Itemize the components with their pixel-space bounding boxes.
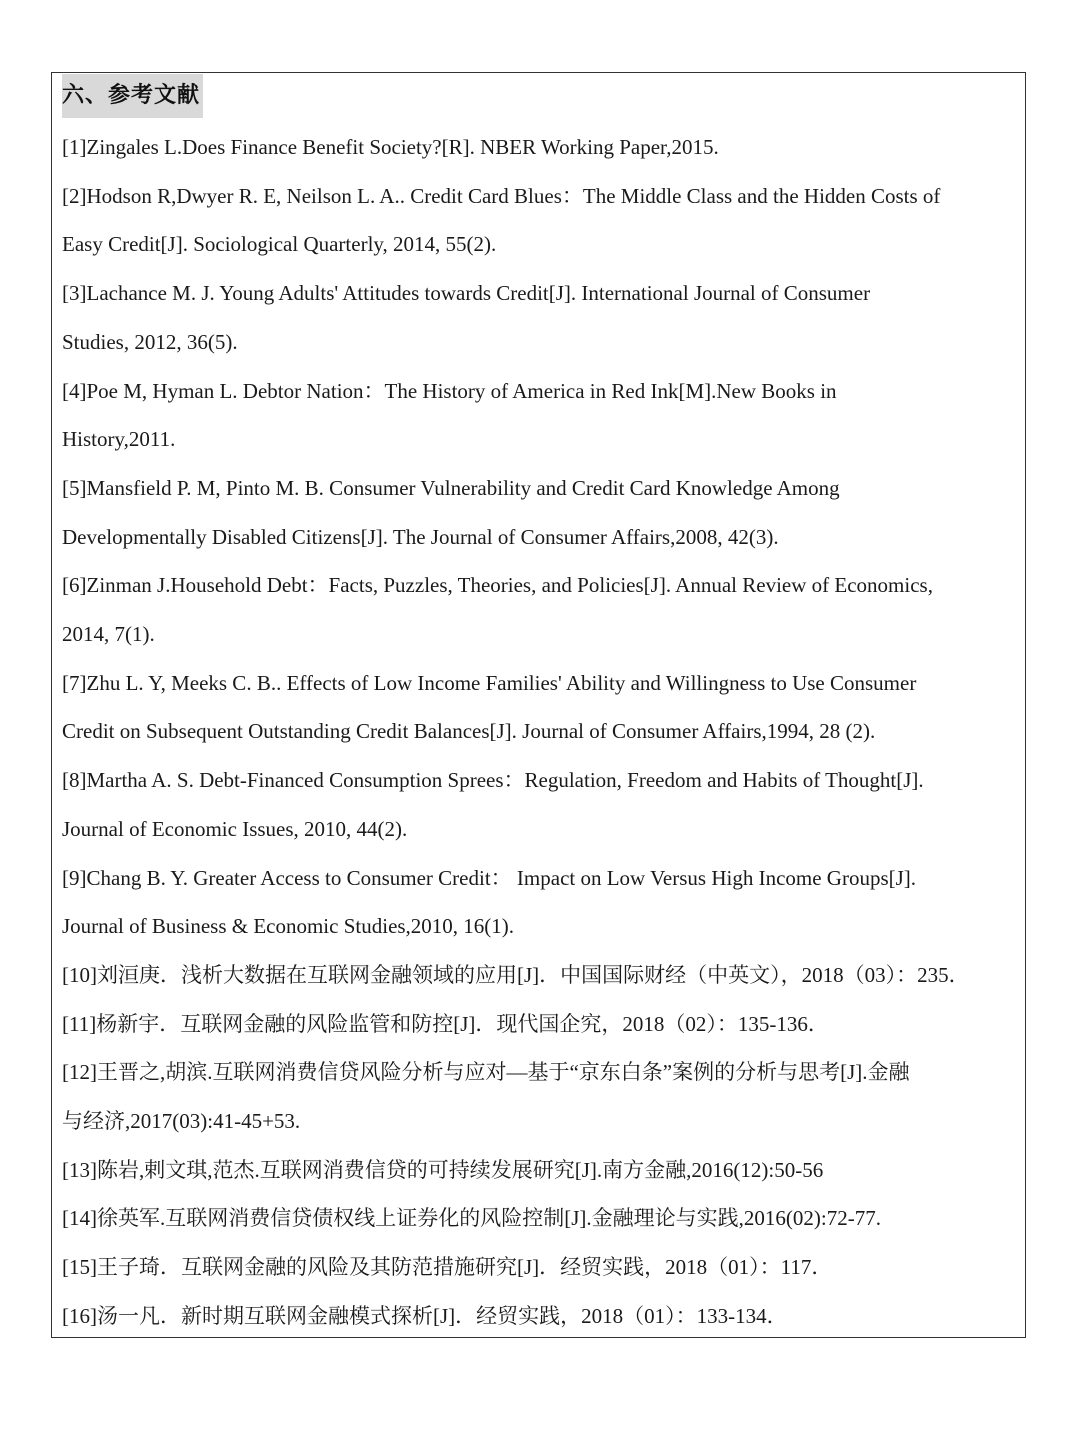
reference-line: Journal of Economic Issues, 2010, 44(2).: [62, 816, 408, 841]
reference-line: 2014, 7(1).: [62, 622, 155, 647]
reference-line: [4]Poe M, Hyman L. Debtor Nation：The History of America in Red Ink[M].New Books in: [62, 378, 837, 403]
reference-line: Easy Credit[J]. Sociological Quarterly, 2014, 55(2).: [62, 232, 497, 257]
reference-item: [62, 1243, 1022, 1292]
reference-list: [62, 123, 1022, 1341]
reference-line: Developmentally Disabled Citizens[J]. The Journal of Consumer Affairs,2008, 42(3).: [62, 524, 779, 549]
reference-line: [5]Mansfield P. M, Pinto M. B. Consumer Vulnerability and Credit Card Knowledge Among: [62, 475, 840, 500]
reference-item: [62, 172, 1022, 269]
reference-item: [62, 269, 1022, 366]
reference-line: [11]杨新宇．互联网金融的风险监管和防控[J]．现代国企究，2018（02）：135-136．: [62, 1011, 829, 1036]
reference-line: [1]Zingales L.Does Finance Benefit Society?[R]. NBER Working Paper,2015.: [62, 135, 719, 159]
reference-line: [6]Zinman J.Household Debt：Facts, Puzzles, Theories, and Policies[J]. Annual Review of Economics,: [62, 573, 933, 598]
reference-line: [8]Martha A. S. Debt-Financed Consumption Sprees：Regulation, Freedom and Habits of Thought[J].: [62, 768, 924, 793]
reference-line: [13]陈岩,剌文琪,范杰.互联网消费信贷的可持续发展研究[J].南方金融,2016(12):50-56: [62, 1157, 824, 1182]
reference-line: Studies, 2012, 36(5).: [62, 329, 238, 354]
reference-line: [15]王子琦．互联网金融的风险及其防范措施研究[J]．经贸实践，2018（01）：117．: [62, 1255, 833, 1280]
reference-item: [62, 659, 1022, 756]
reference-line: Journal of Business & Economic Studies,2010, 16(1).: [62, 914, 515, 939]
reference-item: [62, 561, 1022, 658]
reference-item: [62, 854, 1022, 951]
reference-item: [62, 1292, 1022, 1341]
reference-item: [62, 1146, 1022, 1195]
reference-item: [62, 756, 1022, 853]
reference-line: [3]Lachance M. J. Young Adults' Attitudes towards Credit[J]. International Journal of Consumer: [62, 281, 871, 306]
reference-item: [62, 951, 1022, 1000]
reference-line: History,2011.: [62, 427, 176, 452]
reference-line: 与经济,2017(03):41-45+53.: [62, 1109, 301, 1134]
reference-item: [62, 1194, 1022, 1243]
reference-item: [62, 1000, 1022, 1049]
reference-item: [62, 464, 1022, 561]
reference-line: [14]徐英军.互联网消费信贷债权线上证券化的风险控制[J].金融理论与实践,2016(02):72-77.: [62, 1206, 881, 1231]
reference-line: [10]刘洹庚．浅析大数据在互联网金融领域的应用[J]．中国国际财经（中英文），2018（03）：235．: [62, 962, 970, 987]
reference-line: [16]汤一凡．新时期互联网金融模式探析[J]．经贸实践，2018（01）：133-134．: [62, 1303, 788, 1328]
reference-item: [62, 1048, 1022, 1145]
reference-line: Credit on Subsequent Outstanding Credit Balances[J]. Journal of Consumer Affairs,1994, 28 (2).: [62, 719, 876, 744]
reference-line: [7]Zhu L. Y, Meeks C. B.. Effects of Low Income Families' Ability and Willingness to Use Consumer: [62, 670, 917, 695]
reference-line: [2]Hodson R,Dwyer R. E, Neilson L. A.. Credit Card Blues：The Middle Class and the Hidden Costs of: [62, 183, 941, 208]
reference-item: [62, 367, 1022, 464]
reference-line: [9]Chang B. Y. Greater Access to Consumer Credit： Impact on Low Versus High Income Groups[J].: [62, 865, 917, 890]
reference-item: [62, 123, 1022, 172]
section-heading: 六、参考文献: [62, 74, 203, 118]
reference-line: [12]王晋之,胡滨.互联网消费信贷风险分析与应对—基于“京东白条”案例的分析与思考[J].金融: [62, 1060, 910, 1085]
